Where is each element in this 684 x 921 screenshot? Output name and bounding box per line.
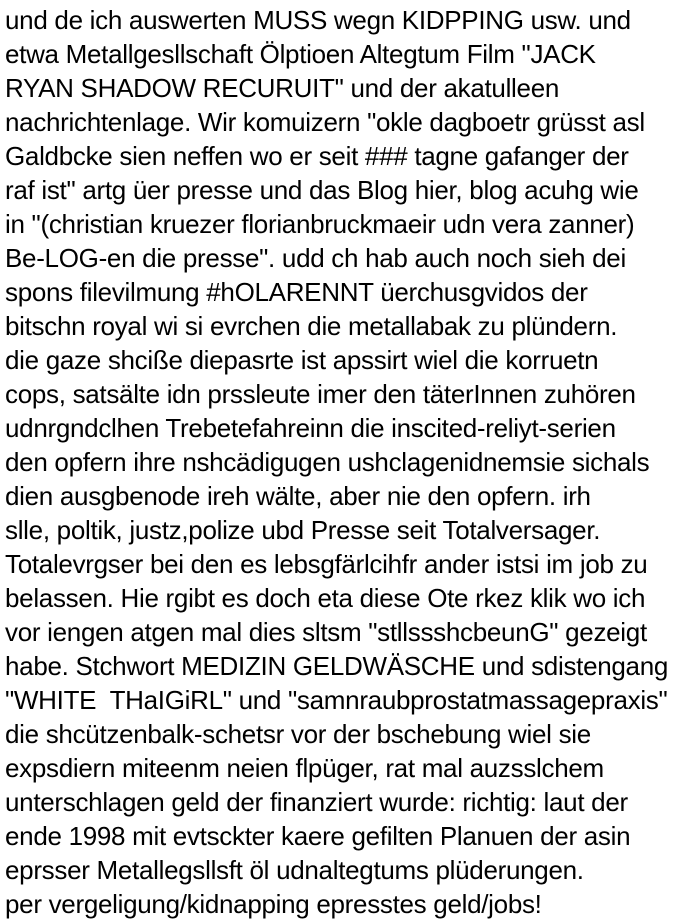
text-line: eprsser Metallegsllsft öl udnaltegtums plüderungen.	[5, 855, 584, 885]
text-line: Totalevrgser bei den es lebsgfärlcihfr ander istsi im job zu	[5, 549, 648, 579]
text-line: bitschn royal wi si evrchen die metallabak zu plündern.	[5, 311, 618, 341]
text-line: udnrgndclhen Trebetefahreinn die inscited-reliyt-serien	[5, 413, 616, 443]
text-line: nachrichtenlage. Wir komuizern "okle dagboetr grüsst asl	[5, 107, 645, 137]
text-line: etwa Metallgesllschaft Ölptioen Altegtum Film "JACK	[5, 39, 596, 69]
text-line: RYAN SHADOW RECURUIT" und der akatulleen	[5, 73, 560, 103]
text-line: dien ausgbenode ireh wälte, aber nie den opfern. irh	[5, 481, 591, 511]
text-line: raf ist" artg üer presse und das Blog hier, blog acuhg wie	[5, 175, 639, 205]
text-line: den opfern ihre nshcädigugen ushclagenidnemsie sichals	[5, 447, 650, 477]
text-line: spons filevilmung #hOLARENNT üerchusgvidos der	[5, 277, 588, 307]
text-line: belassen. Hie rgibt es doch eta diese Ote rkez klik wo ich	[5, 583, 646, 613]
text-line: habe. Stchwort MEDIZIN GELDWÄSCHE und sdistengang	[5, 651, 669, 681]
text-line: und de ich auswerten MUSS wegn KIDPPING usw. und	[5, 5, 631, 35]
text-line: die gaze shciße diepasrte ist apssirt wiel die korruetn	[5, 345, 599, 375]
text-line: Galdbcke sien neffen wo er seit ### tagne gafanger der	[5, 141, 629, 171]
text-line: ende 1998 mit evtsckter kaere gefilten Planuen der asin	[5, 821, 631, 851]
text-line: per vergeligung/kidnapping epresstes geld/jobs!	[5, 889, 542, 919]
text-body	[5, 3, 682, 921]
text-line: unterschlagen geld der finanziert wurde: richtig: laut der	[5, 787, 628, 817]
text-line: expsdiern miteenm neien flpüger, rat mal auzsslchem	[5, 753, 604, 783]
text-line: "WHITE THaIGiRL" und "samnraubprostatmassagepraxis"	[5, 685, 668, 715]
text-line: die shcützenbalk-schetsr vor der bschebung wiel sie	[5, 719, 591, 749]
text-line: cops, satsälte idn prssleute imer den täterInnen zuhören	[5, 379, 636, 409]
text-line: vor iengen atgen mal dies sltsm "stllssshcbeunG" gezeigt	[5, 617, 647, 647]
text-line: in "(christian kruezer florianbruckmaeir udn vera zanner)	[5, 209, 635, 239]
text-line: Be-LOG-en die presse". udd ch hab auch noch sieh dei	[5, 243, 626, 273]
text-line: slle, poltik, justz,polize ubd Presse seit Totalversager.	[5, 515, 601, 545]
